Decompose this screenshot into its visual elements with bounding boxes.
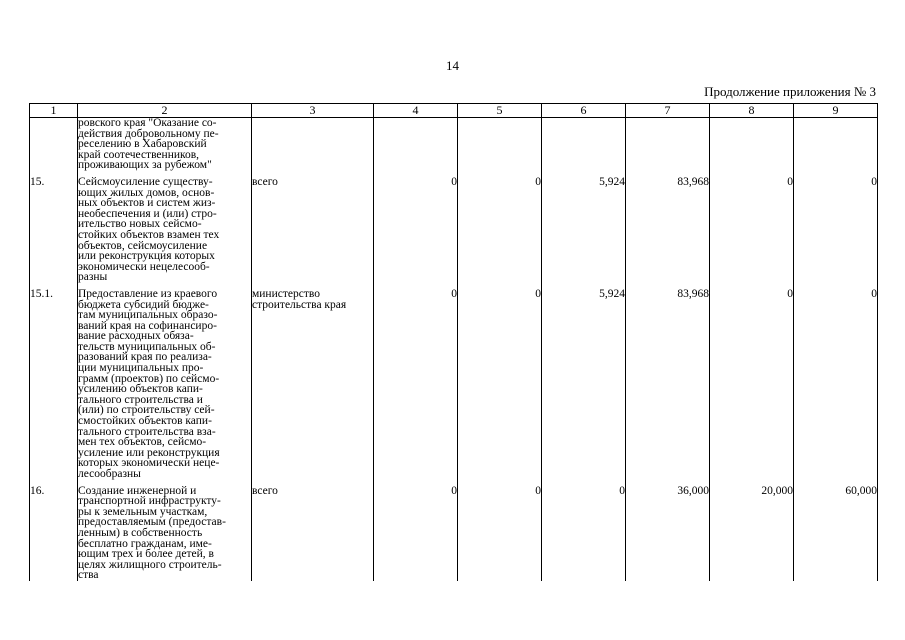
value-col-4: 0 xyxy=(374,283,458,480)
row-name: Предоставление из краевого бюджета субсидий бюдже- там муниципальных образо- ваний края на софинансиро- вание расходных обяза- тельств муниципальных об- разований края по реализа- ции муниципальных про- грамм (проектов) по сейсмо- усилению объектов капи- тального строительства и (или) по строительству сей- смостойких объектов капи- тального строительства вза- мен тех объектов, сейсмо- усиление или реконструкция которых экономически неце- лесообразны xyxy=(78,283,252,480)
value-col-6 xyxy=(542,118,626,171)
row-number: 16. xyxy=(30,480,78,581)
value-col-5 xyxy=(458,118,542,171)
budget-table xyxy=(29,103,878,581)
value-col-7: 83,968 xyxy=(626,283,710,480)
value-col-9: 60,000 xyxy=(794,480,878,581)
row-name: Сейсмоусиление существу- ющих жилых домов, основ- ных объектов и систем жиз- необеспечения и (или) стро- ительство новых сейсмо- стойких объектов взамен тех объектов, сейсмоусиление или реконструкция которых экономически нецелесооб- разны xyxy=(78,171,252,283)
value-col-4: 0 xyxy=(374,480,458,581)
row-executor: всего xyxy=(252,171,374,283)
value-col-5: 0 xyxy=(458,283,542,480)
col-header-6: 6 xyxy=(542,104,626,118)
table-row xyxy=(30,118,878,171)
value-col-8: 20,000 xyxy=(710,480,794,581)
col-header-2: 2 xyxy=(78,104,252,118)
page-number: 14 xyxy=(446,58,459,73)
col-header-9: 9 xyxy=(794,104,878,118)
value-col-4: 0 xyxy=(374,171,458,283)
value-col-8: 0 xyxy=(710,283,794,480)
col-header-3: 3 xyxy=(252,104,374,118)
value-col-9: 0 xyxy=(794,283,878,480)
row-executor: всего xyxy=(252,480,374,581)
value-col-9 xyxy=(794,118,878,171)
row-number: 15. xyxy=(30,171,78,283)
value-col-7: 36,000 xyxy=(626,480,710,581)
col-header-1: 1 xyxy=(30,104,78,118)
col-header-8: 8 xyxy=(710,104,794,118)
value-col-7 xyxy=(626,118,710,171)
table-row xyxy=(30,480,878,581)
continuation-label: Продолжение приложения № 3 xyxy=(704,84,876,99)
value-col-4 xyxy=(374,118,458,171)
value-col-6: 5,924 xyxy=(542,171,626,283)
table-row xyxy=(30,283,878,480)
value-col-8 xyxy=(710,118,794,171)
row-number xyxy=(30,118,78,171)
col-header-5: 5 xyxy=(458,104,542,118)
row-executor xyxy=(252,118,374,171)
value-col-6: 5,924 xyxy=(542,283,626,480)
value-col-6: 0 xyxy=(542,480,626,581)
col-header-7: 7 xyxy=(626,104,710,118)
value-col-5: 0 xyxy=(458,480,542,581)
row-executor: министерство строительства края xyxy=(252,283,374,480)
value-col-9: 0 xyxy=(794,171,878,283)
table-row xyxy=(30,171,878,283)
column-header-row xyxy=(30,104,878,118)
value-col-7: 83,968 xyxy=(626,171,710,283)
value-col-8: 0 xyxy=(710,171,794,283)
col-header-4: 4 xyxy=(374,104,458,118)
value-col-5: 0 xyxy=(458,171,542,283)
row-number: 15.1. xyxy=(30,283,78,480)
row-name: Создание инженерной и транспортной инфраструкту- ры к земельным участкам, предоставляемым (предостав- ленным) в собственность бесплатно гражданам, име- ющим трех и более детей, в целях жилищного строитель- ства xyxy=(78,480,252,581)
row-name: ровского края "Оказание со- действия добровольному пе- реселению в Хабаровский край соотечественников, проживающих за рубежом" xyxy=(78,118,252,171)
